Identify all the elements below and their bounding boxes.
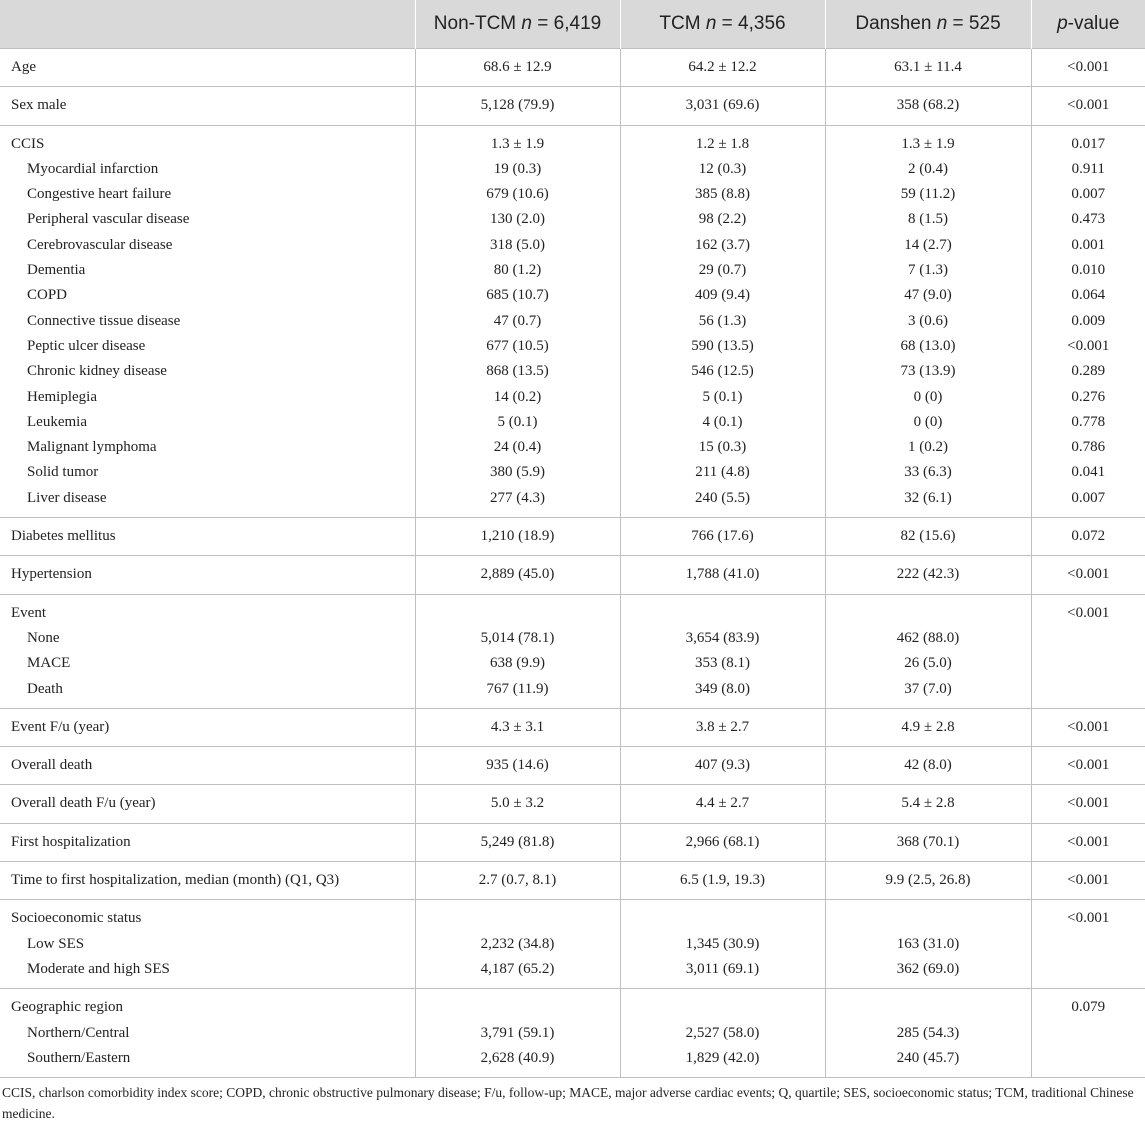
row-label: CCIS	[0, 132, 415, 157]
row-label: MACE	[0, 651, 415, 676]
cell-value: 353 (8.1)	[621, 651, 825, 676]
cell-value: 163 (31.0)	[826, 932, 1031, 957]
cell-value: 3,011 (69.1)	[621, 957, 825, 982]
header-tcm: TCM n = 4,356	[620, 0, 825, 49]
cell-value: 0.778	[1032, 410, 1145, 435]
row-label-cell	[0, 823, 415, 861]
cell-value: 362 (69.0)	[826, 957, 1031, 982]
value-cell	[1031, 989, 1145, 1078]
cell-value: 318 (5.0)	[416, 233, 620, 258]
cell-value: 5,249 (81.8)	[416, 830, 620, 855]
cell-value: 3,031 (69.6)	[621, 93, 825, 118]
cell-value: 1.3 ± 1.9	[826, 132, 1031, 157]
value-cell	[825, 594, 1031, 708]
cell-value: <0.001	[1032, 830, 1145, 855]
value-cell	[415, 556, 620, 594]
cell-value: 3 (0.6)	[826, 309, 1031, 334]
row-label: Moderate and high SES	[0, 957, 415, 982]
value-cell	[415, 708, 620, 746]
cell-value: <0.001	[1032, 791, 1145, 816]
value-cell	[825, 49, 1031, 87]
table-row	[0, 49, 1145, 87]
value-cell	[825, 785, 1031, 823]
value-cell	[825, 900, 1031, 989]
value-cell	[620, 785, 825, 823]
cell-value: 0.079	[1032, 995, 1145, 1020]
cell-value: 0.041	[1032, 460, 1145, 485]
value-cell	[620, 125, 825, 517]
row-label-cell	[0, 594, 415, 708]
value-cell	[1031, 862, 1145, 900]
row-label-cell	[0, 785, 415, 823]
value-cell	[415, 49, 620, 87]
cell-value: 2 (0.4)	[826, 157, 1031, 182]
cell-value: 240 (45.7)	[826, 1046, 1031, 1071]
row-label: Overall death F/u (year)	[0, 791, 415, 816]
cell-value	[1032, 1021, 1145, 1046]
cell-value: 0.007	[1032, 486, 1145, 511]
cell-value: 15 (0.3)	[621, 435, 825, 460]
value-cell	[825, 125, 1031, 517]
cell-value: 47 (9.0)	[826, 283, 1031, 308]
header-non-tcm: Non-TCM n = 6,419	[415, 0, 620, 49]
value-cell	[620, 823, 825, 861]
cell-value: 546 (12.5)	[621, 359, 825, 384]
table-row	[0, 823, 1145, 861]
table-row	[0, 125, 1145, 517]
cell-value: 2,527 (58.0)	[621, 1021, 825, 1046]
value-cell	[415, 518, 620, 556]
row-label: Event	[0, 601, 415, 626]
value-cell	[620, 594, 825, 708]
cell-value: 68 (13.0)	[826, 334, 1031, 359]
cell-value: 59 (11.2)	[826, 182, 1031, 207]
cell-value: 4.4 ± 2.7	[621, 791, 825, 816]
cell-value: 1.3 ± 1.9	[416, 132, 620, 157]
cell-value: 385 (8.8)	[621, 182, 825, 207]
row-label: Hemiplegia	[0, 385, 415, 410]
row-label: Solid tumor	[0, 460, 415, 485]
cell-value	[826, 906, 1031, 931]
cell-value: 277 (4.3)	[416, 486, 620, 511]
value-cell	[825, 556, 1031, 594]
row-label: Socioeconomic status	[0, 906, 415, 931]
cell-value: 368 (70.1)	[826, 830, 1031, 855]
cell-value	[621, 995, 825, 1020]
row-label: Low SES	[0, 932, 415, 957]
value-cell	[825, 747, 1031, 785]
cell-value: 82 (15.6)	[826, 524, 1031, 549]
row-label: Sex male	[0, 93, 415, 118]
value-cell	[620, 708, 825, 746]
table-footnote: CCIS, charlson comorbidity index score; COPD, chronic obstructive pulmonary disease; F/u, follow-up; MACE, major adverse cardiac events; Q, quartile; SES, socioeconomic status; TCM, traditional Chinese medicine.	[0, 1078, 1145, 1124]
table-row	[0, 785, 1145, 823]
value-cell	[825, 708, 1031, 746]
cell-value: 222 (42.3)	[826, 562, 1031, 587]
row-label: Hypertension	[0, 562, 415, 587]
cell-value: 7 (1.3)	[826, 258, 1031, 283]
value-cell	[415, 900, 620, 989]
cell-value: 0.072	[1032, 524, 1145, 549]
cell-value: 42 (8.0)	[826, 753, 1031, 778]
cell-value: 240 (5.5)	[621, 486, 825, 511]
cell-value: 5,014 (78.1)	[416, 626, 620, 651]
table-header-row	[0, 0, 1145, 49]
cell-value: <0.001	[1032, 334, 1145, 359]
cell-value: 349 (8.0)	[621, 677, 825, 702]
cell-value: 0.473	[1032, 207, 1145, 232]
cell-value: 5,128 (79.9)	[416, 93, 620, 118]
cell-value: 80 (1.2)	[416, 258, 620, 283]
cell-value: 37 (7.0)	[826, 677, 1031, 702]
cell-value: <0.001	[1032, 715, 1145, 740]
row-label: Geographic region	[0, 995, 415, 1020]
cell-value: 68.6 ± 12.9	[416, 55, 620, 80]
cell-value: 767 (11.9)	[416, 677, 620, 702]
cell-value: 24 (0.4)	[416, 435, 620, 460]
value-cell	[1031, 87, 1145, 125]
row-label-cell	[0, 87, 415, 125]
value-cell	[415, 862, 620, 900]
cell-value: 162 (3.7)	[621, 233, 825, 258]
cell-value: <0.001	[1032, 601, 1145, 626]
row-label-cell	[0, 125, 415, 517]
value-cell	[1031, 823, 1145, 861]
cell-value: 4.3 ± 3.1	[416, 715, 620, 740]
cell-value: 358 (68.2)	[826, 93, 1031, 118]
cell-value: 63.1 ± 11.4	[826, 55, 1031, 80]
cell-value: <0.001	[1032, 868, 1145, 893]
cell-value: 285 (54.3)	[826, 1021, 1031, 1046]
cell-value: 0 (0)	[826, 410, 1031, 435]
row-label: Connective tissue disease	[0, 309, 415, 334]
row-label: Liver disease	[0, 486, 415, 511]
row-label: COPD	[0, 283, 415, 308]
cell-value: 3,654 (83.9)	[621, 626, 825, 651]
cell-value: 4 (0.1)	[621, 410, 825, 435]
cell-value: 0.010	[1032, 258, 1145, 283]
table-row	[0, 989, 1145, 1078]
cell-value: 0 (0)	[826, 385, 1031, 410]
cell-value: 679 (10.6)	[416, 182, 620, 207]
row-label: Age	[0, 55, 415, 80]
cell-value: <0.001	[1032, 562, 1145, 587]
table-body	[0, 49, 1145, 1078]
row-label-cell	[0, 900, 415, 989]
cell-value: 14 (2.7)	[826, 233, 1031, 258]
row-label-cell	[0, 708, 415, 746]
value-cell	[415, 989, 620, 1078]
cell-value	[826, 601, 1031, 626]
row-label-cell	[0, 518, 415, 556]
cell-value: 5.4 ± 2.8	[826, 791, 1031, 816]
cell-value: 32 (6.1)	[826, 486, 1031, 511]
cell-value: 1,829 (42.0)	[621, 1046, 825, 1071]
row-label-cell	[0, 556, 415, 594]
value-cell	[620, 87, 825, 125]
row-label: Malignant lymphoma	[0, 435, 415, 460]
cell-value	[621, 601, 825, 626]
row-label-cell	[0, 49, 415, 87]
value-cell	[1031, 900, 1145, 989]
row-label: Time to first hospitalization, median (month) (Q1, Q3)	[0, 868, 415, 893]
row-label-cell	[0, 989, 415, 1078]
row-label: Northern/Central	[0, 1021, 415, 1046]
cell-value: 5 (0.1)	[621, 385, 825, 410]
cell-value: 211 (4.8)	[621, 460, 825, 485]
cell-value	[1032, 932, 1145, 957]
row-label-cell	[0, 747, 415, 785]
cell-value: 5 (0.1)	[416, 410, 620, 435]
cell-value: 98 (2.2)	[621, 207, 825, 232]
cell-value: 2,966 (68.1)	[621, 830, 825, 855]
cell-value: 1 (0.2)	[826, 435, 1031, 460]
cell-value: 0.911	[1032, 157, 1145, 182]
row-label: None	[0, 626, 415, 651]
cell-value: 9.9 (2.5, 26.8)	[826, 868, 1031, 893]
cell-value: 1,788 (41.0)	[621, 562, 825, 587]
row-label: Leukemia	[0, 410, 415, 435]
cell-value: <0.001	[1032, 906, 1145, 931]
value-cell	[620, 518, 825, 556]
cell-value	[826, 995, 1031, 1020]
cell-value: <0.001	[1032, 55, 1145, 80]
cell-value: 590 (13.5)	[621, 334, 825, 359]
value-cell	[825, 989, 1031, 1078]
row-label: Diabetes mellitus	[0, 524, 415, 549]
value-cell	[415, 125, 620, 517]
value-cell	[620, 556, 825, 594]
cell-value: 64.2 ± 12.2	[621, 55, 825, 80]
cell-value: 73 (13.9)	[826, 359, 1031, 384]
cell-value: 4.9 ± 2.8	[826, 715, 1031, 740]
value-cell	[620, 862, 825, 900]
row-label: Cerebrovascular disease	[0, 233, 415, 258]
cell-value: 8 (1.5)	[826, 207, 1031, 232]
cell-value: 0.007	[1032, 182, 1145, 207]
cell-value: 4,187 (65.2)	[416, 957, 620, 982]
value-cell	[1031, 747, 1145, 785]
cell-value: 2.7 (0.7, 8.1)	[416, 868, 620, 893]
cell-value: 0.001	[1032, 233, 1145, 258]
value-cell	[825, 862, 1031, 900]
cell-value	[1032, 1046, 1145, 1071]
table-row	[0, 862, 1145, 900]
cell-value: 685 (10.7)	[416, 283, 620, 308]
cell-value: 130 (2.0)	[416, 207, 620, 232]
value-cell	[1031, 518, 1145, 556]
cell-value: 380 (5.9)	[416, 460, 620, 485]
row-label: Death	[0, 677, 415, 702]
row-label: Peripheral vascular disease	[0, 207, 415, 232]
cell-value: 26 (5.0)	[826, 651, 1031, 676]
cell-value: 462 (88.0)	[826, 626, 1031, 651]
cell-value: 638 (9.9)	[416, 651, 620, 676]
cell-value	[1032, 626, 1145, 651]
value-cell	[620, 49, 825, 87]
value-cell	[1031, 708, 1145, 746]
cell-value: <0.001	[1032, 93, 1145, 118]
cell-value: 0.009	[1032, 309, 1145, 334]
row-label: Peptic ulcer disease	[0, 334, 415, 359]
cell-value	[416, 601, 620, 626]
cell-value: 5.0 ± 3.2	[416, 791, 620, 816]
cell-value: 0.289	[1032, 359, 1145, 384]
cell-value: 0.064	[1032, 283, 1145, 308]
cell-value: 0.276	[1032, 385, 1145, 410]
row-label: Dementia	[0, 258, 415, 283]
cell-value: 56 (1.3)	[621, 309, 825, 334]
cell-value: 2,232 (34.8)	[416, 932, 620, 957]
table-row	[0, 87, 1145, 125]
value-cell	[620, 989, 825, 1078]
value-cell	[415, 785, 620, 823]
row-label: Congestive heart failure	[0, 182, 415, 207]
header-p-value: p-value	[1031, 0, 1145, 49]
value-cell	[1031, 556, 1145, 594]
cell-value: 1.2 ± 1.8	[621, 132, 825, 157]
cell-value: 3.8 ± 2.7	[621, 715, 825, 740]
value-cell	[1031, 49, 1145, 87]
cell-value	[1032, 957, 1145, 982]
table-row	[0, 708, 1145, 746]
value-cell	[415, 823, 620, 861]
value-cell	[825, 823, 1031, 861]
row-label: Myocardial infarction	[0, 157, 415, 182]
cell-value	[1032, 651, 1145, 676]
cell-value: 0.786	[1032, 435, 1145, 460]
header-label-column	[0, 0, 415, 49]
cell-value: 29 (0.7)	[621, 258, 825, 283]
cell-value: 766 (17.6)	[621, 524, 825, 549]
cell-value: 2,889 (45.0)	[416, 562, 620, 587]
value-cell	[415, 594, 620, 708]
cell-value: <0.001	[1032, 753, 1145, 778]
cell-value: 409 (9.4)	[621, 283, 825, 308]
cell-value: 1,210 (18.9)	[416, 524, 620, 549]
value-cell	[1031, 785, 1145, 823]
value-cell	[1031, 125, 1145, 517]
cell-value: 6.5 (1.9, 19.3)	[621, 868, 825, 893]
cell-value	[621, 906, 825, 931]
cell-value: 3,791 (59.1)	[416, 1021, 620, 1046]
cell-value: 47 (0.7)	[416, 309, 620, 334]
cell-value: 935 (14.6)	[416, 753, 620, 778]
value-cell	[620, 747, 825, 785]
cell-value: 677 (10.5)	[416, 334, 620, 359]
row-label: Chronic kidney disease	[0, 359, 415, 384]
cell-value: 19 (0.3)	[416, 157, 620, 182]
table-row	[0, 556, 1145, 594]
cell-value: 0.017	[1032, 132, 1145, 157]
cell-value	[416, 995, 620, 1020]
cell-value: 33 (6.3)	[826, 460, 1031, 485]
value-cell	[415, 87, 620, 125]
row-label: Overall death	[0, 753, 415, 778]
table-row	[0, 900, 1145, 989]
row-label: Southern/Eastern	[0, 1046, 415, 1071]
cell-value: 14 (0.2)	[416, 385, 620, 410]
cell-value: 2,628 (40.9)	[416, 1046, 620, 1071]
header-danshen: Danshen n = 525	[825, 0, 1031, 49]
table-row	[0, 747, 1145, 785]
value-cell	[825, 87, 1031, 125]
value-cell	[415, 747, 620, 785]
table-row	[0, 594, 1145, 708]
cell-value: 868 (13.5)	[416, 359, 620, 384]
cell-value	[416, 906, 620, 931]
cell-value: 1,345 (30.9)	[621, 932, 825, 957]
row-label: Event F/u (year)	[0, 715, 415, 740]
value-cell	[1031, 594, 1145, 708]
row-label-cell	[0, 862, 415, 900]
cell-value	[1032, 677, 1145, 702]
value-cell	[620, 900, 825, 989]
table-row	[0, 518, 1145, 556]
cell-value: 12 (0.3)	[621, 157, 825, 182]
cell-value: 407 (9.3)	[621, 753, 825, 778]
row-label: First hospitalization	[0, 830, 415, 855]
value-cell	[825, 518, 1031, 556]
